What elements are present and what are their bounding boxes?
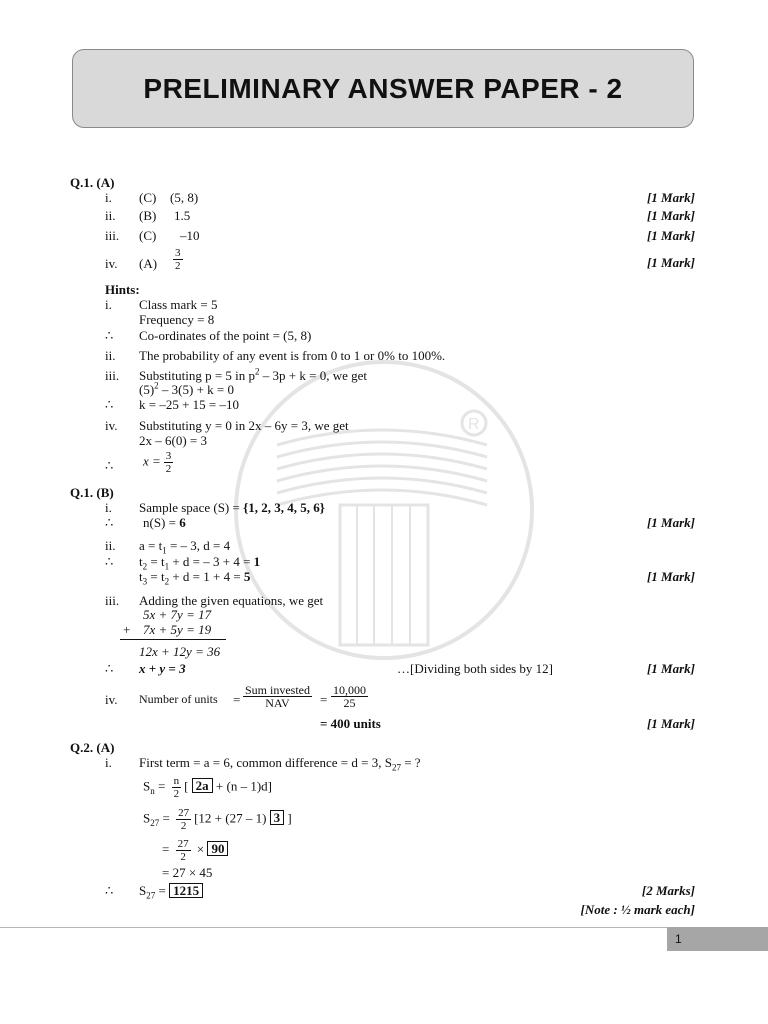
hint-text: Co-ordinates of the point = (5, 8) (139, 328, 312, 343)
hint-num: i. (105, 297, 112, 312)
q1a-item-num: iv. (105, 256, 118, 271)
answer-text: Adding the given equations, we get (139, 593, 324, 608)
result: x + y = 3 (139, 661, 186, 676)
therefore-symbol: ∴ (105, 458, 114, 473)
fraction: $\frac{10,000}{25}$ (333, 683, 366, 710)
answer-text: Number of units (139, 692, 218, 706)
therefore-symbol: ∴ (105, 883, 114, 898)
q1a-item-num: iii. (105, 228, 120, 243)
hint-text: Frequency = 8 (139, 312, 215, 327)
equation: 12x + 12y = 36 (139, 644, 221, 659)
equals-sign: = (233, 692, 241, 707)
hints-label: Hints: (105, 282, 140, 297)
mark-label: [1 Mark] (646, 228, 695, 243)
hint-text: 2x – 6(0) = 3 (139, 433, 207, 448)
answer-text: $a = t_1$ = – 3, d = 4 (139, 538, 231, 556)
answer-num: iii. (105, 593, 120, 608)
q1a-item-opt: (C) (139, 228, 157, 243)
hint-text: Class mark = 5 (139, 297, 218, 312)
equals-sign: = (320, 692, 328, 707)
hint-num: iv. (105, 418, 118, 433)
page-title: PRELIMINARY ANSWER PAPER - 2 (143, 72, 623, 104)
therefore-symbol: ∴ (105, 515, 114, 530)
answer-text: n(S) = 6 (143, 515, 186, 530)
title-box (72, 49, 694, 128)
answer-text: $t_2 = t_1 + d$ = – 3 + 4 = 1 (139, 554, 261, 572)
mark-label: [1 Mark] (646, 208, 695, 223)
q1a-heading: Q.1. (A) (70, 175, 115, 190)
answer-text: $t_3 = t_2 + d = 1 + 4 = 5$ (139, 569, 251, 587)
sum-line (120, 639, 226, 640)
formula-line: $S_{27}$ = $\frac{27}{2}$ [12 + (27 – 1) 3 ] (143, 807, 292, 832)
therefore-symbol: ∴ (105, 661, 114, 676)
q1a-item-ans: –10 (180, 228, 200, 243)
mark-label: [2 Marks] (641, 883, 695, 898)
q1a-item-ans: (5, 8) (170, 190, 199, 205)
hint-text: x = $\frac{3}{2}$ (143, 450, 172, 475)
therefore-symbol: ∴ (105, 554, 114, 569)
hint-text: Substituting y = 0 in 2x – 6y = 3, we get (139, 418, 349, 433)
answer-text: First term = a = 6, common difference = d = 3, $S_{27}$ = ? (139, 755, 421, 773)
mark-label: [1 Mark] (646, 255, 695, 270)
mark-label: [1 Mark] (646, 716, 695, 731)
hint-num: ii. (105, 348, 116, 363)
hint-text: Substituting p = 5 in $p^2 - 3p + k = 0$, we get (139, 366, 367, 383)
q1a-item-ans: 1.5 (174, 208, 191, 223)
result: = 400 units (320, 716, 381, 731)
plus-sign: + (123, 622, 131, 637)
hint-text: k = –25 + 15 = –10 (139, 397, 239, 412)
note-label: [Note : ½ mark each] (580, 902, 695, 917)
answer-text: Sample space (S) = {1, 2, 3, 4, 5, 6} (139, 500, 325, 515)
q1a-item-opt: (C) (139, 190, 157, 205)
equation: 7x + 5y = 19 (143, 622, 212, 637)
mark-label: [1 Mark] (646, 190, 695, 205)
formula-line: = $\frac{27}{2}$ × 90 (162, 838, 228, 863)
hint-num: iii. (105, 368, 120, 383)
hint-text: The probability of any event is from 0 to 1 or 0% to 100%. (139, 348, 446, 363)
svg-text:R: R (468, 416, 480, 433)
answer-num: iv. (105, 692, 118, 707)
q1a-item-num: ii. (105, 208, 116, 223)
q1a-item-fraction: $\frac{3}{2}$ (175, 247, 181, 272)
answer-num: i. (105, 755, 112, 770)
q1a-item-opt: (B) (139, 208, 157, 223)
formula-line: $S_{27} = 1215$ (139, 883, 203, 898)
note-text: …[Dividing both sides by 12] (397, 661, 553, 676)
page-number: 1 (675, 932, 682, 946)
hint-text: $(5)^2 - 3(5) + k = 0$ (139, 380, 234, 397)
q1a-item-num: i. (105, 190, 112, 205)
q2a-heading: Q.2. (A) (70, 740, 115, 755)
mark-label: [1 Mark] (646, 515, 695, 530)
therefore-symbol: ∴ (105, 328, 114, 343)
fraction: $\frac{\text{Sum invested}}{\text{NAV}}$ (245, 683, 310, 710)
answer-num: i. (105, 500, 112, 515)
equation: 5x + 7y = 17 (143, 607, 212, 622)
page-number-box (667, 927, 768, 951)
q1b-heading: Q.1. (B) (70, 485, 114, 500)
therefore-symbol: ∴ (105, 397, 114, 412)
answer-num: ii. (105, 538, 116, 553)
footer-divider (0, 927, 768, 928)
formula-line: = 27 × 45 (162, 865, 213, 880)
q1a-item-opt: (A) (139, 256, 158, 271)
mark-label: [1 Mark] (646, 661, 695, 676)
mark-label: [1 Mark] (646, 569, 695, 584)
formula-line: $S_n$ = $\frac{n}{2}$ [ 2a + (n – 1)d] (143, 775, 272, 800)
